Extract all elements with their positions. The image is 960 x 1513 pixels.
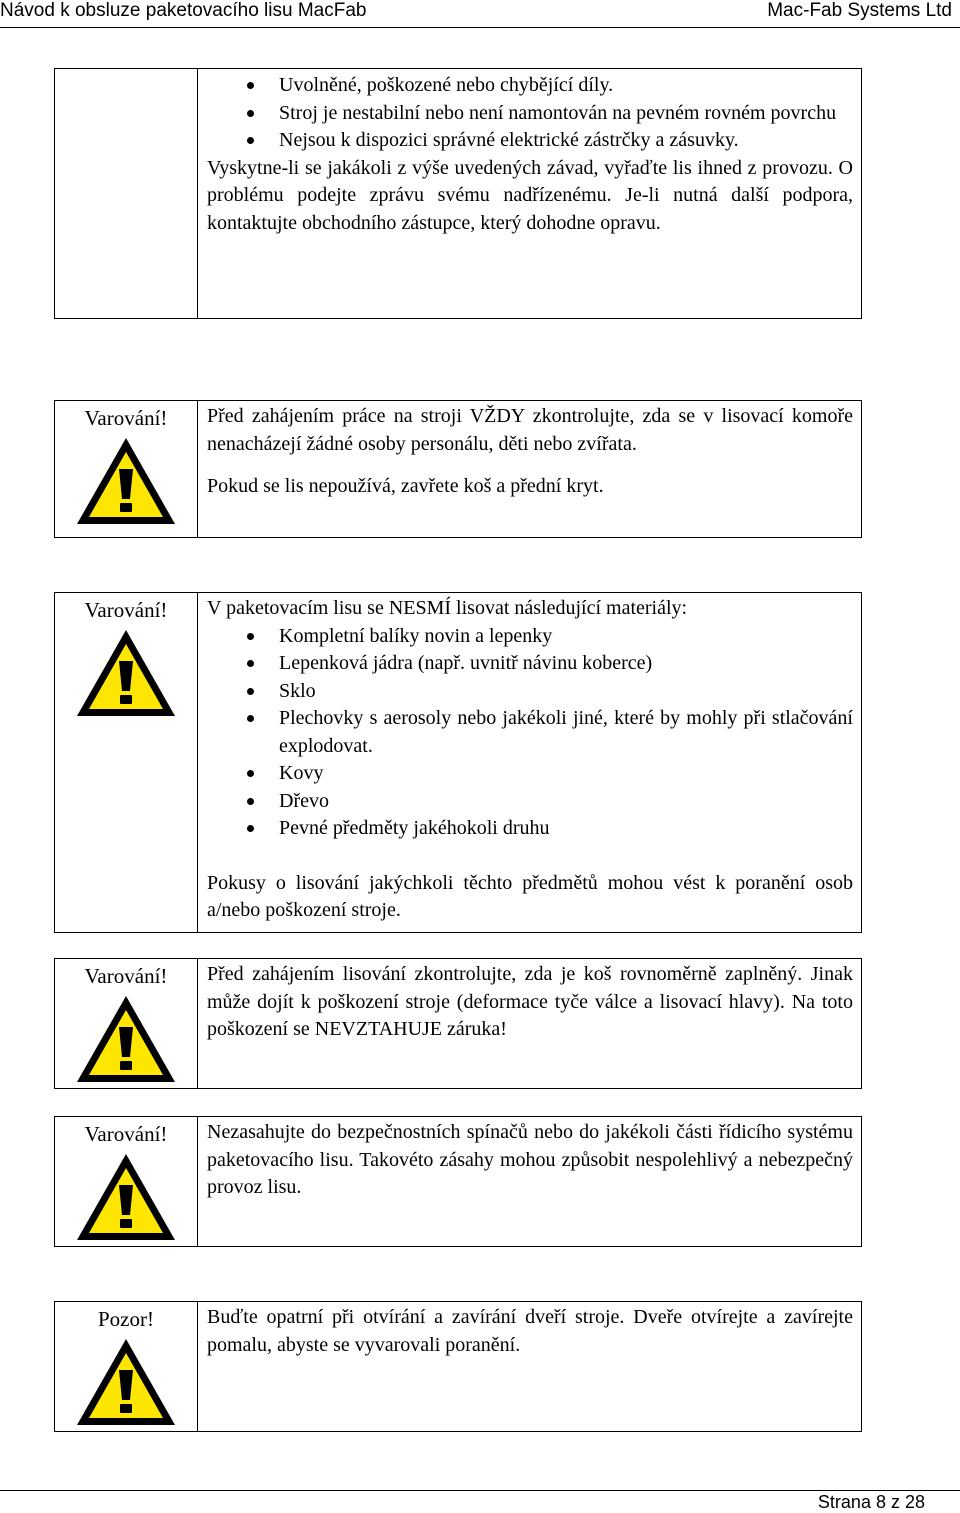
header-document-title: Návod k obsluze paketovacího lisu MacFab [0, 0, 367, 21]
list-item: Kovy [207, 760, 853, 788]
list-item: Nejsou k dispozici správné elektrické zástrčky a zásuvky. [207, 127, 853, 155]
warning-triangle-icon [74, 627, 178, 719]
list-item: Sklo [207, 678, 853, 706]
caution-content [207, 1304, 853, 1359]
footer-rule [0, 1490, 960, 1491]
defects-instruction: Vyskytne-li se jakákoli z výše uvedených závad, vyřaďte lis ihned z provozu. O problému podejte zprávu svému nadřízenému. Je-li nutná další podpora, kontaktujte obchodního zástupce, který dohodne opravu. [207, 156, 853, 234]
warning-paragraph: Před zahájením práce na stroji VŽDY zkontrolujte, zda se v lisovací komoře nenacházejí žádné osoby personálu, děti nebo zvířata. [207, 405, 853, 455]
list-item: Uvolněné, poškozené nebo chybějící díly. [207, 72, 853, 100]
list-item: Pevné předměty jakéhokoli druhu [207, 815, 853, 843]
list-item: Plechovky s aerosoly nebo jakékoli jiné, které by mohly při stlačování explodovat. [207, 705, 853, 760]
caution-box-doors [54, 1301, 862, 1432]
materials-intro: V paketovacím lisu se NESMÍ lisovat následující materiály: [207, 597, 688, 619]
warning-box-personnel [54, 400, 862, 538]
materials-closing: Pokusy o lisování jakýchkoli těchto předmětů mohou vést k poranění osob a/nebo poškození stroje. [207, 871, 853, 921]
warning-triangle-icon [74, 435, 178, 527]
header-rule [0, 27, 960, 28]
warning-label: Varování! [84, 598, 168, 622]
warning-content [207, 1119, 853, 1202]
warning-label: Varování! [84, 964, 168, 988]
warning-label: Varování! [84, 406, 168, 430]
column-divider [197, 1117, 198, 1246]
prohibited-materials-list [207, 623, 853, 843]
column-divider [197, 401, 198, 537]
defects-box [54, 68, 862, 319]
page-header [0, 0, 960, 28]
warning-content [207, 403, 853, 501]
column-divider [197, 69, 198, 318]
column-divider [197, 959, 198, 1088]
list-item: Dřevo [207, 788, 853, 816]
warning-triangle-icon [74, 1336, 178, 1428]
warning-content [207, 595, 853, 925]
warning-content [207, 961, 853, 1044]
caution-label: Pozor! [98, 1307, 154, 1331]
list-item: Kompletní balíky novin a lepenky [207, 623, 853, 651]
page-number: Strana 8 z 28 [817, 1492, 925, 1512]
column-divider [197, 1302, 198, 1431]
warning-label: Varování! [84, 1122, 168, 1146]
warning-triangle-icon [74, 1151, 178, 1243]
warning-paragraph: Před zahájením lisování zkontrolujte, zda je koš rovnoměrně zaplněný. Jinak může dojít k poškození stroje (deformace tyče válce a lisovací hlavy). Na toto poškození se NEVZTAHUJE záruka! [207, 963, 853, 1040]
warning-box-safety-switches [54, 1116, 862, 1247]
list-item: Stroj je nestabilní nebo není namontován na pevném rovném povrchu [207, 100, 853, 128]
defects-list [207, 72, 853, 155]
warning-box-materials [54, 592, 862, 933]
warning-paragraph: Nezasahujte do bezpečnostních spínačů nebo do jakékoli části řídicího systému paketovacího lisu. Takovéto zásahy mohou způsobit nespolehlivý a nebezpečný provoz lisu. [207, 1121, 853, 1198]
warning-triangle-icon [74, 993, 178, 1085]
header-company-name: Mac-Fab Systems Ltd [767, 0, 952, 21]
defects-content [207, 72, 853, 237]
warning-box-fill [54, 958, 862, 1089]
page-footer [0, 1490, 960, 1512]
warning-paragraph: Pokud se lis nepoužívá, zavřete koš a přední kryt. [207, 475, 604, 497]
column-divider [197, 593, 198, 932]
list-item: Lepenková jádra (např. uvnitř návinu koberce) [207, 650, 853, 678]
caution-paragraph: Buďte opatrní při otvírání a zavírání dveří stroje. Dveře otvírejte a zavírejte pomalu, abyste se vyvarovali poranění. [207, 1306, 853, 1356]
